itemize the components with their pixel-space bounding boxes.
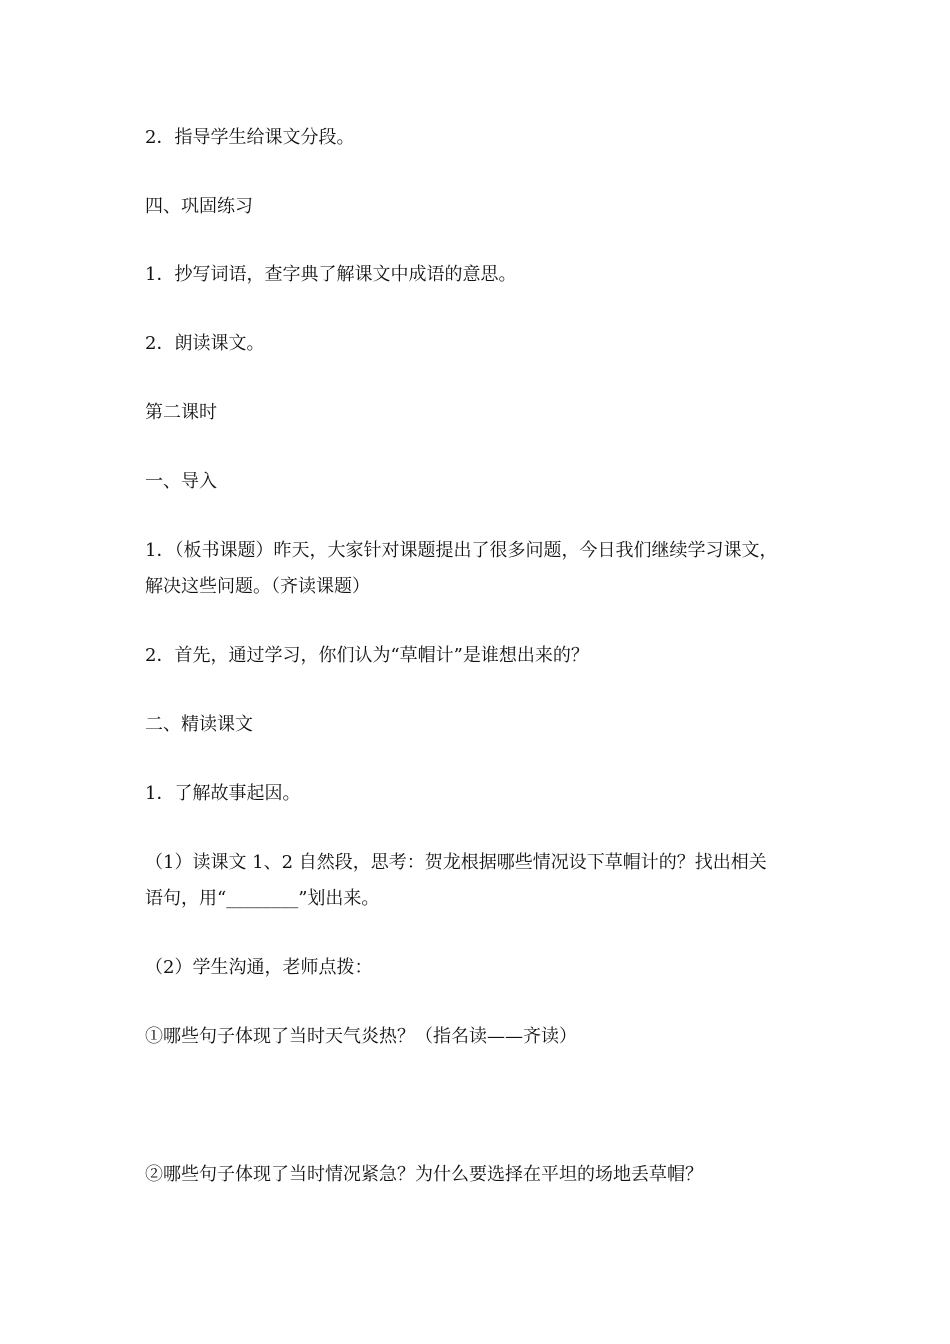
paragraph-text: 1．了解故事起因。 (145, 783, 301, 804)
paragraph-text: ②哪些句子体现了当时情况紧急？为什么要选择在平坦的场地丢草帽？ (145, 1164, 703, 1185)
section-heading: 一、导入 (145, 471, 217, 492)
paragraph-text: 语句，用“________”划出来。 (145, 888, 380, 909)
paragraph-text: 1．（板书课题）昨天，大家针对课题提出了很多问题，今日我们继续学习课文， (145, 540, 778, 561)
lesson-heading: 第二课时 (145, 402, 217, 423)
paragraph-text: 2．首先，通过学习，你们认为“草帽计”是谁想出来的？ (145, 645, 589, 666)
paragraph-text: （1）读课文 1、2 自然段，思考：贺龙根据哪些情况设下草帽计的？找出相关 (145, 852, 767, 873)
section-heading: 四、巩固练习 (145, 196, 253, 217)
section-heading: 二、精读课文 (145, 714, 253, 735)
paragraph-text: （2）学生沟通，老师点拨： (145, 957, 373, 978)
paragraph-text: ①哪些句子体现了当时天气炎热？（指名读——齐读） (145, 1026, 577, 1047)
paragraph-text: 2．指导学生给课文分段。 (145, 127, 355, 148)
paragraph-text: 1．抄写词语，查字典了解课文中成语的意思。 (145, 264, 517, 285)
paragraph-text: 解决这些问题。（齐读课题） (145, 576, 370, 597)
paragraph-text: 2．朗读课文。 (145, 333, 265, 354)
